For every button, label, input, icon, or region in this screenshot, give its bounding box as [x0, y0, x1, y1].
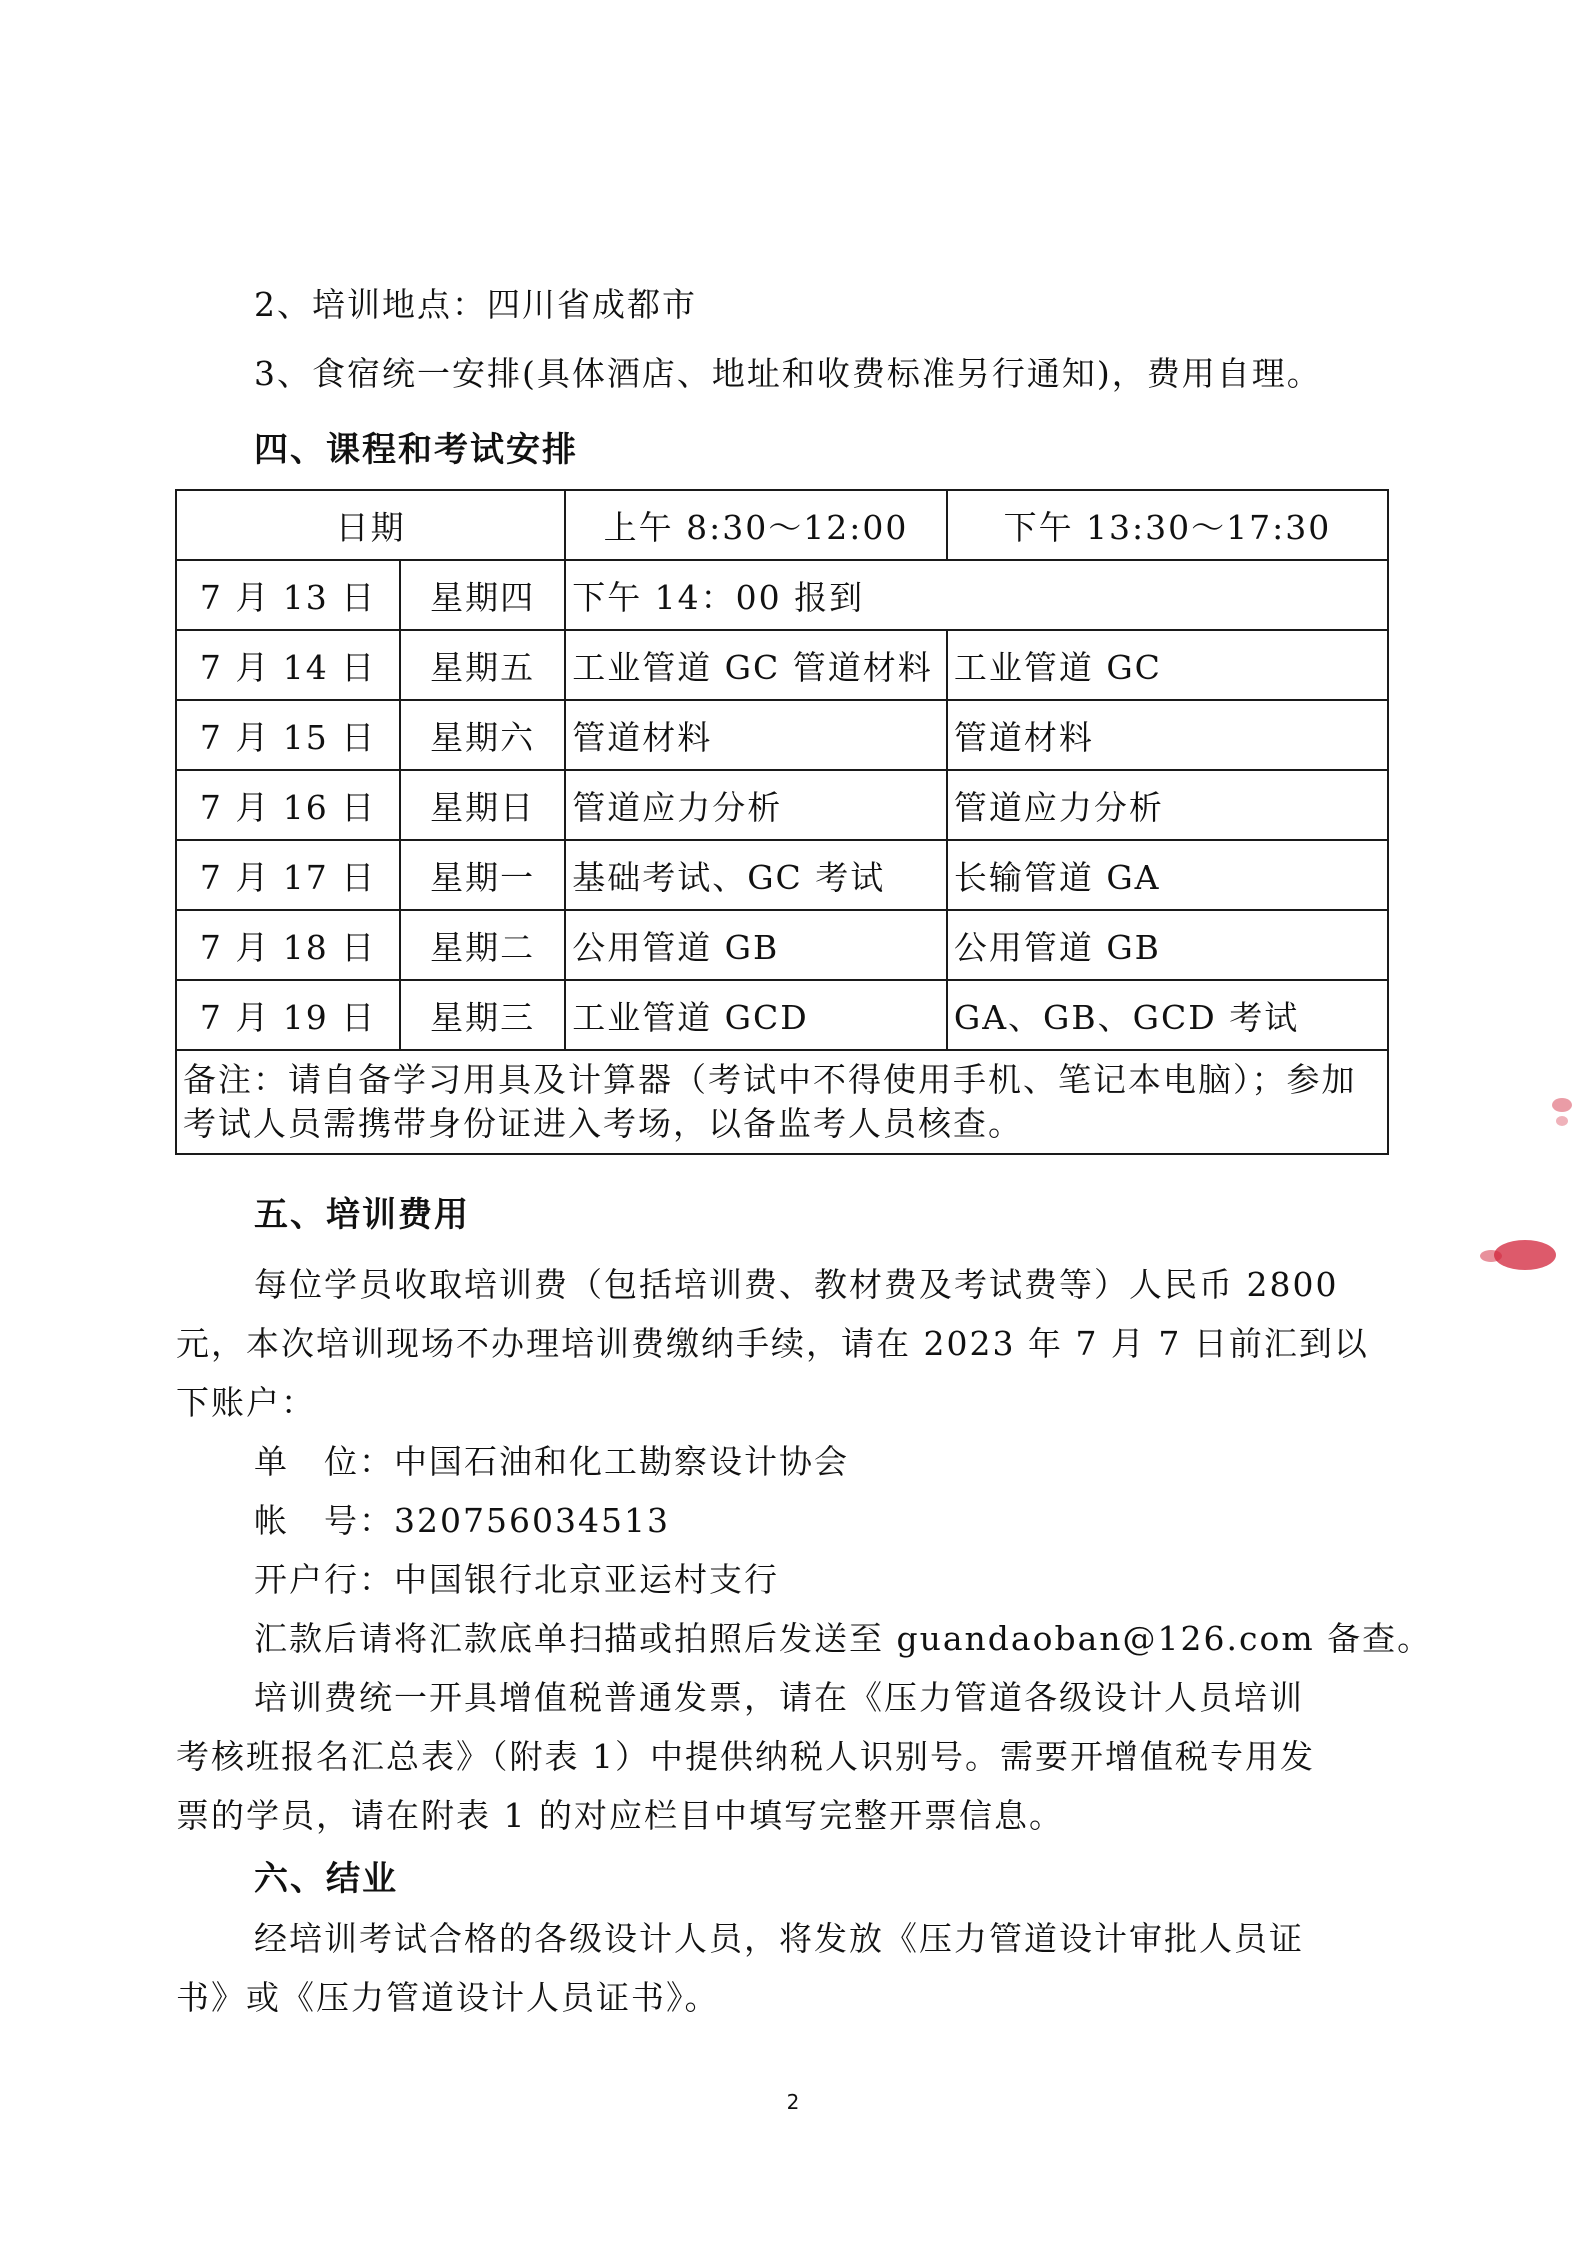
row-date: 7 月 19 日 — [176, 980, 400, 1050]
row-pm: 长输管道 GA — [947, 840, 1388, 910]
completion-line-2: 书》或《压力管道设计人员证书》。 — [176, 1978, 720, 2017]
table-header-row — [176, 490, 1388, 560]
item-location: 2、培训地点：四川省成都市 — [254, 285, 697, 324]
account-number: 帐 号：320756034513 — [254, 1501, 670, 1540]
row-weekday: 星期三 — [400, 980, 565, 1050]
row-pm: 管道应力分析 — [947, 770, 1388, 840]
header-pm: 下午 13:30～17:30 — [947, 490, 1388, 560]
section-6-heading: 六、结业 — [254, 1859, 398, 1899]
row-am: 下午 14：00 报到 — [565, 560, 1388, 630]
fee-line-1: 每位学员收取培训费（包括培训费、教材费及考试费等）人民币 2800 — [254, 1265, 1339, 1304]
invoice-line-3: 票的学员，请在附表 1 的对应栏目中填写完整开票信息。 — [176, 1796, 1064, 1835]
row-am: 公用管道 GB — [565, 910, 947, 980]
page-number: 2 — [786, 2090, 800, 2114]
row-weekday: 星期二 — [400, 910, 565, 980]
row-am: 工业管道 GCD — [565, 980, 947, 1050]
row-weekday: 星期日 — [400, 770, 565, 840]
row-am: 工业管道 GC 管道材料 — [565, 630, 947, 700]
row-date: 7 月 16 日 — [176, 770, 400, 840]
invoice-line-2: 考核班报名汇总表》（附表 1）中提供纳税人识别号。需要开增值税专用发 — [176, 1737, 1315, 1776]
completion-line-1: 经培训考试合格的各级设计人员，将发放《压力管道设计审批人员证 — [254, 1919, 1304, 1958]
row-weekday: 星期六 — [400, 700, 565, 770]
table-row — [176, 770, 1388, 840]
row-pm: GA、GB、GCD 考试 — [947, 980, 1388, 1050]
row-date: 7 月 15 日 — [176, 700, 400, 770]
header-am: 上午 8:30～12:00 — [565, 490, 947, 560]
fee-line-2: 元，本次培训现场不办理培训费缴纳手续，请在 2023 年 7 月 7 日前汇到以 — [176, 1324, 1369, 1363]
row-date: 7 月 13 日 — [176, 560, 400, 630]
account-unit: 单 位：中国石油和化工勘察设计协会 — [254, 1442, 849, 1481]
table-note-row — [176, 1050, 1388, 1154]
row-date: 7 月 18 日 — [176, 910, 400, 980]
schedule-table — [175, 489, 1389, 1155]
row-weekday: 星期五 — [400, 630, 565, 700]
stamp-mark — [1494, 1240, 1556, 1270]
table-row — [176, 910, 1388, 980]
row-weekday: 星期四 — [400, 560, 565, 630]
row-date: 7 月 17 日 — [176, 840, 400, 910]
row-weekday: 星期一 — [400, 840, 565, 910]
table-row — [176, 700, 1388, 770]
table-row — [176, 630, 1388, 700]
row-pm: 公用管道 GB — [947, 910, 1388, 980]
remit-instruction: 汇款后请将汇款底单扫描或拍照后发送至 guandaoban@126.com 备查。 — [254, 1619, 1433, 1658]
section-5-heading: 五、培训费用 — [254, 1195, 470, 1235]
row-pm: 工业管道 GC — [947, 630, 1388, 700]
fee-line-3: 下账户： — [176, 1383, 316, 1422]
section-4-heading: 四、课程和考试安排 — [254, 430, 578, 470]
row-am: 管道应力分析 — [565, 770, 947, 840]
row-date: 7 月 14 日 — [176, 630, 400, 700]
header-date: 日期 — [176, 490, 565, 560]
table-row — [176, 840, 1388, 910]
row-pm: 管道材料 — [947, 700, 1388, 770]
item-lodging: 3、食宿统一安排(具体酒店、地址和收费标准另行通知)，费用自理。 — [254, 354, 1322, 393]
table-row — [176, 980, 1388, 1050]
invoice-line-1: 培训费统一开具增值税普通发票，请在《压力管道各级设计人员培训 — [254, 1678, 1304, 1717]
row-am: 管道材料 — [565, 700, 947, 770]
table-row — [176, 560, 1388, 630]
stamp-mark — [1480, 1250, 1502, 1262]
row-am: 基础考试、GC 考试 — [565, 840, 947, 910]
stamp-mark — [1556, 1116, 1568, 1126]
account-bank: 开户行：中国银行北京亚运村支行 — [254, 1560, 779, 1599]
stamp-mark — [1552, 1098, 1572, 1112]
table-note: 备注：请自备学习用具及计算器（考试中不得使用手机、笔记本电脑）；参加考试人员需携带身份证进入考场，以备监考人员核查。 — [176, 1050, 1388, 1154]
